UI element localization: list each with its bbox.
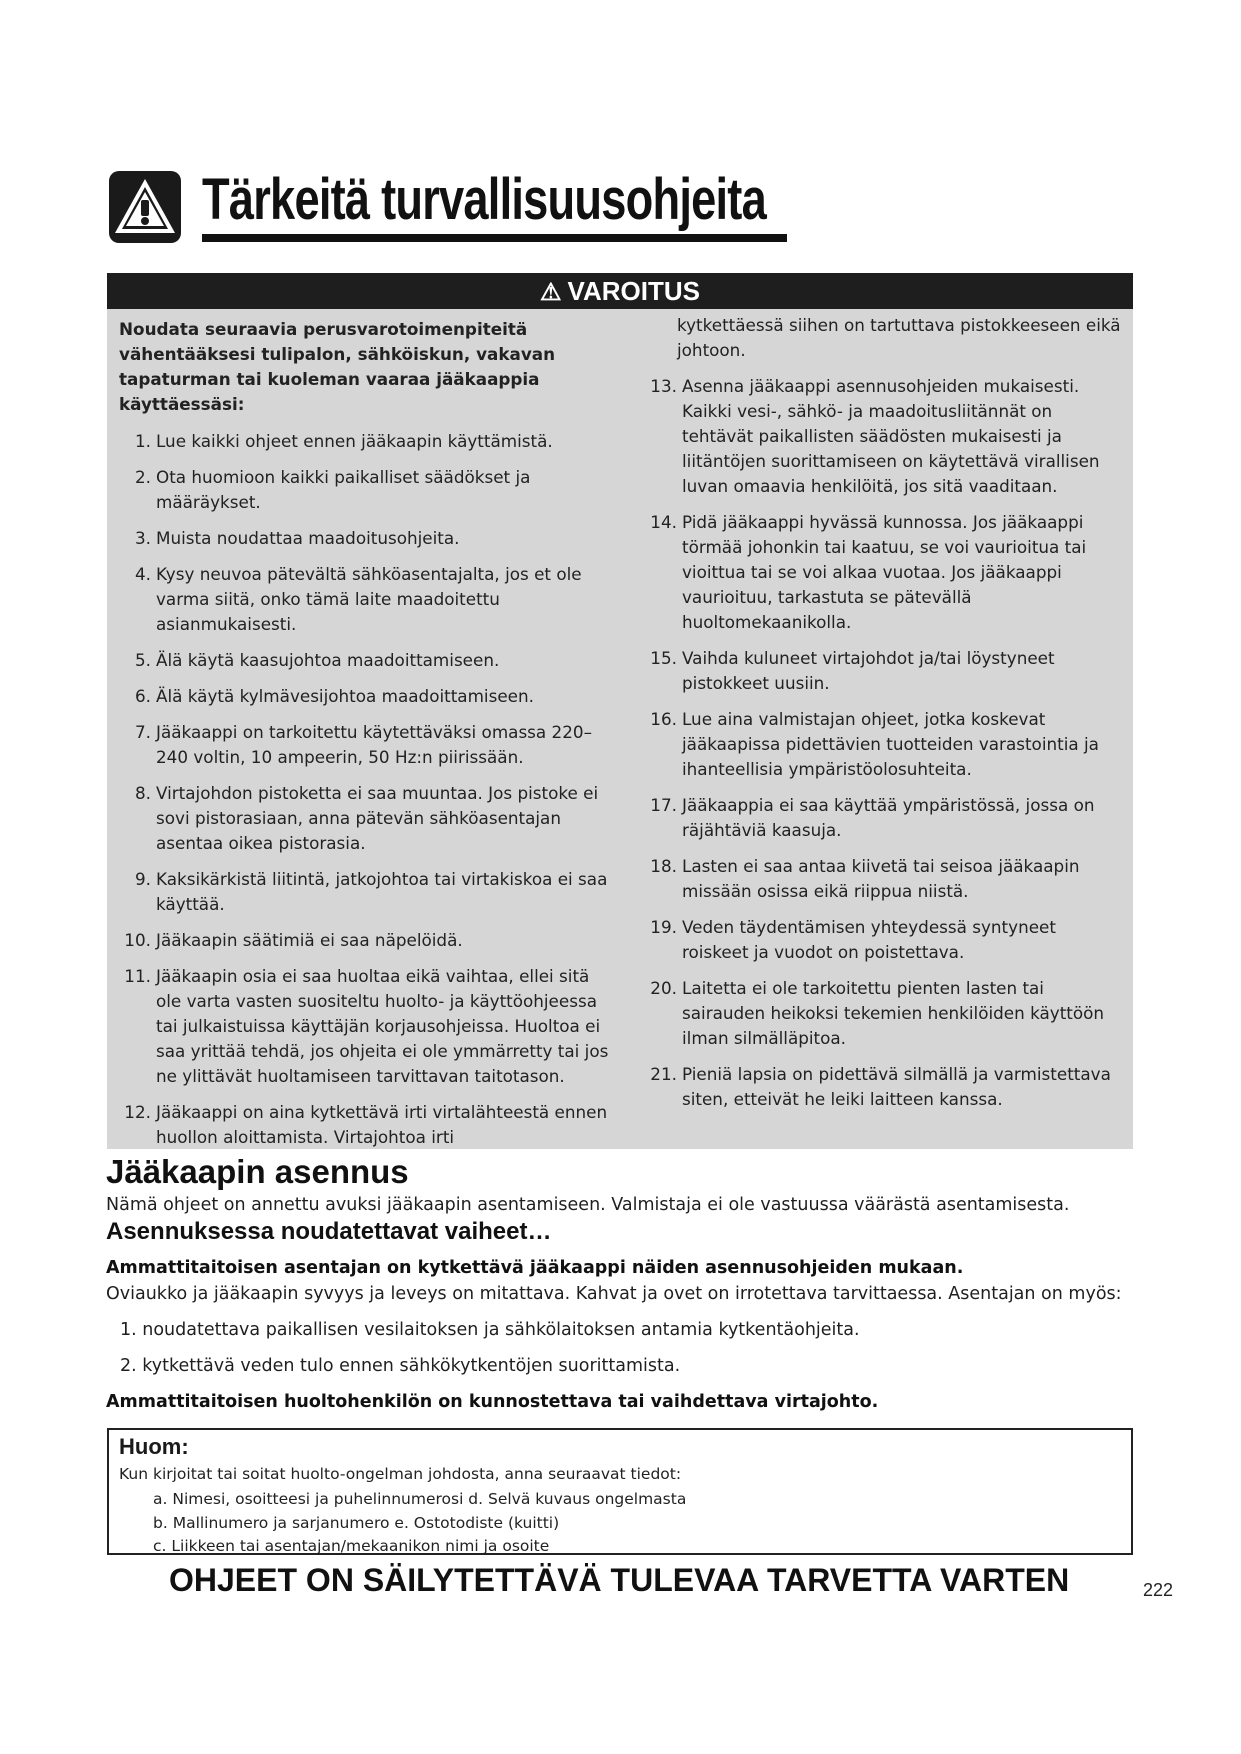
warning-left-column	[119, 313, 609, 1161]
page-title: Tärkeitä turvallisuusohjeita	[202, 167, 766, 232]
warning-item-continuation: kytkettäessä siihen on tartuttava pistokkeeseen eikä johtoon.	[677, 315, 1121, 360]
warning-heading	[107, 273, 1133, 309]
warning-small-icon: ⚠	[540, 279, 562, 306]
warning-item: 2. Ota huomioon kaikki paikalliset säädökset ja määräykset.	[134, 467, 531, 512]
warning-item: 12. Jääkaappi on aina kytkettävä irti virtalähteestä ennen huollon aloittamista. Virtajohtoa irti	[124, 1102, 608, 1147]
warning-item: 21. Pieniä lapsia on pidettävä silmällä ja varmistettava siten, etteivät he leiki laitteen kanssa.	[650, 1064, 1111, 1109]
warning-box	[107, 273, 1133, 1149]
warning-item: 10. Jääkaapin säätimiä ei saa näpelöidä.	[124, 930, 463, 950]
warning-item: 8. Virtajohdon pistoketta ei saa muuntaa. Jos pistoke ei sovi pistorasiaan, anna pätevän sähköasentajan asentaa oikea pistorasia.	[134, 783, 599, 853]
warning-item: 3. Muista noudattaa maadoitusohjeita.	[134, 528, 460, 548]
footer-notice: OHJEET ON SÄILYTETTÄVÄ TULEVAA TARVETTA VARTEN	[169, 1562, 1070, 1598]
warning-item: 18. Lasten ei saa antaa kiivetä tai seisoa jääkaapin missään osissa eikä riippua niistä.	[650, 856, 1080, 901]
installation-intro: Nämä ohjeet on annettu avuksi jääkaapin asentamiseen. Valmistaja ei ole vastuussa väärästä asentamisesta.	[106, 1195, 1070, 1215]
warning-triangle-icon	[108, 170, 182, 244]
warning-item: 13. Asenna jääkaappi asennusohjeiden mukaisesti. Kaikki vesi-, sähkö- ja maadoitusliitännät on tehtävät paikallisten säädösten mukaisesti ja liitäntöjen suorittamiseen on käytettävä virallisen luvan omaavia henkilöitä, jos sitä vaaditaan.	[650, 376, 1100, 496]
installation-title: Jääkaapin asennus	[106, 1153, 409, 1190]
warning-item: 15. Vaihda kuluneet virtajohdot ja/tai löystyneet pistokkeet uusiin.	[650, 648, 1055, 693]
note-item: c. Liikkeen tai asentajan/mekaanikon nimi ja osoite	[153, 1537, 550, 1555]
warning-intro: Noudata seuraavia perusvarotoimenpiteitä vähentääksesi tulipalon, sähköiskun, vakavan tapaturman tai kuoleman vaaraa jääkaappia käyttäessäsi:	[119, 319, 556, 414]
warning-item: 20. Laitetta ei ole tarkoitettu pienten lasten tai sairauden heikoksi tekemien henkilöiden käyttöön ilman silmälläpitoa.	[650, 978, 1105, 1048]
installation-step: 1. noudatettava paikallisen vesilaitoksen ja sähkölaitoksen antamia kytkentäohjeita.	[120, 1320, 860, 1340]
installation-steps-title: Asennuksessa noudatettavat vaiheet…	[106, 1218, 552, 1245]
warning-right-column	[645, 313, 1127, 1123]
installer-requirement: Ammattitaitoisen asentajan on kytkettävä jääkaappi näiden asennusohjeiden mukaan.	[106, 1258, 964, 1278]
note-box	[107, 1428, 1133, 1555]
note-title: Huom:	[119, 1434, 189, 1459]
warning-item: 6. Älä käytä kylmävesijohtoa maadoittamiseen.	[134, 686, 534, 706]
warning-item: 9. Kaksikärkistä liitintä, jatkojohtoa tai virtakiskoa ei saa käyttää.	[134, 869, 608, 914]
installation-step: 2. kytkettävä veden tulo ennen sähkökytkentöjen suorittamista.	[120, 1356, 681, 1376]
warning-item: 4. Kysy neuvoa pätevältä sähköasentajalta, jos et ole varma siitä, onko tämä laite maadoitettu asianmukaisesti.	[134, 564, 582, 634]
warning-item: 11. Jääkaapin osia ei saa huoltaa eikä vaihtaa, ellei sitä ole varta vasten suositeltu huolto- ja käyttöohjeessa tai julkaistuissa käyttäjän korjausohjeissa. Huoltoa ei saa yrittää tehdä, jos ohjeita ei ole ymmärretty tai jos ne ylittävät huoltamiseen tarvittavan taitotason.	[124, 966, 609, 1086]
service-requirement: Ammattitaitoisen huoltohenkilön on kunnostettava tai vaihdettava virtajohto.	[106, 1392, 879, 1412]
warning-item: 19. Veden täydentämisen yhteydessä syntyneet roiskeet ja vuodot on poistettava.	[650, 917, 1056, 962]
page-number: 222	[1143, 1580, 1174, 1600]
title-underline	[202, 234, 787, 242]
note-intro: Kun kirjoitat tai soitat huolto-ongelman johdosta, anna seuraavat tiedot:	[119, 1465, 682, 1483]
warning-item: 16. Lue aina valmistajan ohjeet, jotka koskevat jääkaapissa pidettävien tuotteiden varastointia ja ihanteellisia ympäristöolosuhteita.	[650, 709, 1099, 779]
note-item: b. Mallinumero ja sarjanumero e. Ostotodiste (kuitti)	[153, 1514, 560, 1532]
warning-heading-label: VAROITUS	[567, 276, 700, 306]
warning-item: 5. Älä käytä kaasujohtoa maadoittamiseen.	[134, 650, 500, 670]
warning-item: 7. Jääkaappi on tarkoitettu käytettäväksi omassa 220–240 voltin, 10 ampeerin, 50 Hz:n piirissään.	[134, 722, 592, 767]
warning-item: 17. Jääkaappia ei saa käyttää ympäristössä, jossa on räjähtäviä kaasuja.	[650, 795, 1095, 840]
warning-item: 14. Pidä jääkaappi hyvässä kunnossa. Jos jääkaappi törmää johonkin tai kaatuu, se voi vaurioitua tai vioittua tai se voi alkaa vuotaa. Jos jääkaappi vaurioituu, tarkastuta se pätevällä huoltomekaanikolla.	[650, 512, 1087, 632]
warning-item: 1. Lue kaikki ohjeet ennen jääkaapin käyttämistä.	[134, 431, 553, 451]
installation-paragraph: Oviaukko ja jääkaapin syvyys ja leveys on mitattava. Kahvat ja ovet on irrotettava tarvittaessa. Asentajan on myös:	[106, 1284, 1122, 1304]
note-item: a. Nimesi, osoitteesi ja puhelinnumerosi d. Selvä kuvaus ongelmasta	[153, 1490, 687, 1508]
